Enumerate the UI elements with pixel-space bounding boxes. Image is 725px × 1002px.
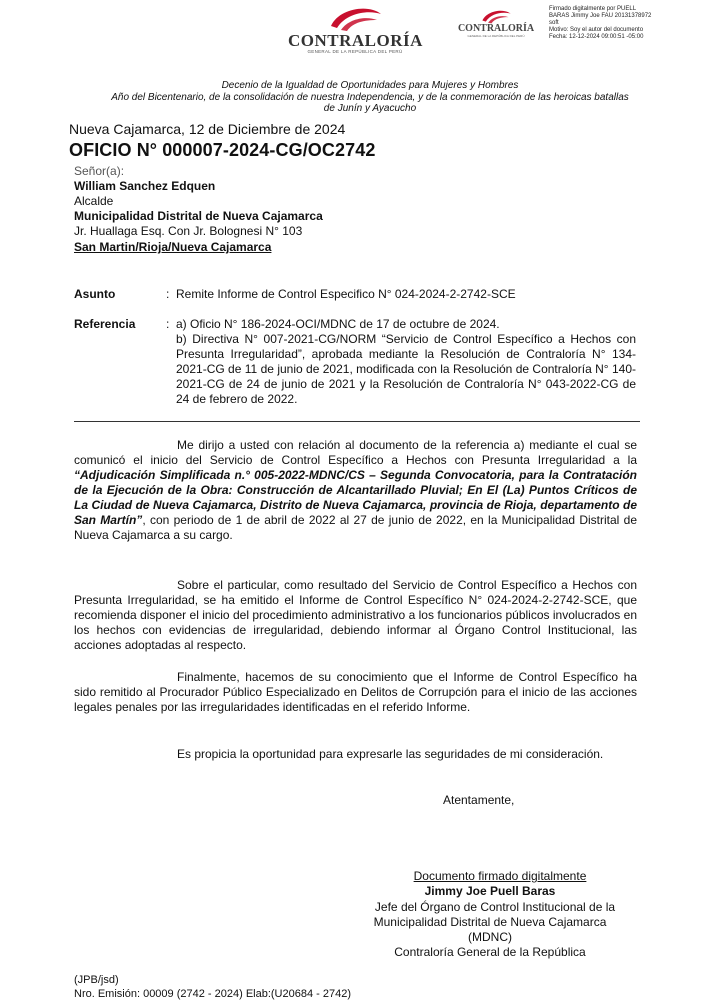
closing: Atentamente, <box>443 793 515 807</box>
small-logo-subtitle: GENERAL DE LA REPÚBLICA DEL PERÚ <box>467 34 525 38</box>
signer-title-3: (MDNC) <box>468 930 512 944</box>
paragraph-4-text: Es propicia la oportunidad para expresarle las seguridades de mi consideración. <box>177 747 604 761</box>
recipient-institution: Municipalidad Distrital de Nueva Cajamarca <box>74 209 323 223</box>
asunto-colon: : <box>166 287 170 301</box>
paragraph-1-end: , con periodo de 1 de abril de 2022 al 27 de junio de 2022, en la Municipalidad Distrital de Nueva Cajamarca a su cargo. <box>74 513 638 542</box>
paragraph-1-start: Me dirijo a usted con relación al documento de la referencia a) mediante el cual se comunicó el inicio del Servicio de Control Específico a Hechos con Presunta Irregularidad a la <box>74 438 637 467</box>
recipient-location: San Martin/Rioja/Nueva Cajamarca <box>74 240 272 254</box>
paragraph-3-text: Finalmente, hacemos de su conocimiento que el Informe de Control Específico ha sido remitido al Procurador Público Especializado en Delitos de Corrupción para el inicio de las acciones legales penales por las irregularidades identificadas en el referido Informe. <box>74 670 637 714</box>
footer-emission: Nro. Emisión: 00009 (2742 - 2024) Elab:(U20684 - 2742) <box>74 988 351 1000</box>
signature-line: Fecha: 12-12-2024 09:00:51 -05:00 <box>549 34 644 40</box>
digital-signed-note <box>370 869 630 884</box>
signature-line: Motivo: Soy el autor del documento <box>549 27 644 33</box>
signer-name: Jimmy Joe Puell Baras <box>424 884 556 898</box>
oficio-number: OFICIO N° 000007-2024-CG/OC2742 <box>69 140 376 160</box>
paragraph-2 <box>74 578 637 653</box>
signer-title-1: Jefe del Órgano de Control Institucional de la <box>374 900 616 914</box>
separator-rule <box>74 421 640 422</box>
asunto-label: Asunto <box>74 287 116 301</box>
signature-line: Firmado digitalmente por PUELL <box>549 6 637 12</box>
referencia-colon: : <box>166 317 170 331</box>
signer-title-2: Municipalidad Distrital de Nueva Cajamarca <box>373 915 607 929</box>
signature-line: soft <box>549 20 559 26</box>
logo-subtitle: GENERAL DE LA REPÚBLICA DEL PERÚ <box>307 49 403 54</box>
decade-line-3: de Junín y Ayacucho <box>323 103 417 114</box>
paragraph-3 <box>74 670 637 715</box>
paragraph-4 <box>74 747 637 762</box>
referencia-b: b) Directiva N° 007-2021-CG/NORM “Servicio de Control Específico a Hechos con Presunta Irregularidad”, aprobada mediante la Resolución de Contraloría N° 134-2021-CG de 11 de junio de 2021, modificada con la Resolución de Contraloría N° 140-2021-CG de 24 de junio de 2021 y la Resolución de Contraloría N° 043-2022-CG de 24 de febrero de 2022. <box>176 332 636 406</box>
logo-brand: CONTRALORÍA <box>288 31 423 50</box>
paragraph-1 <box>74 438 637 543</box>
recipient-address: Jr. Huallaga Esq. Con Jr. Bolognesi N° 103 <box>74 224 303 238</box>
signer-org: Contraloría General de la República <box>394 945 586 959</box>
recipient-name: William Sanchez Edquen <box>74 179 216 193</box>
referencia-label: Referencia <box>74 317 136 331</box>
place-date: Nueva Cajamarca, 12 de Diciembre de 2024 <box>69 121 346 137</box>
asunto-text: Remite Informe de Control Especifico N° 024-2024-2-2742-SCE <box>176 287 516 301</box>
small-logo-swoosh-icon <box>479 8 513 24</box>
footer-initials: (JPB/jsd) <box>74 974 119 986</box>
salutation: Señor(a): <box>74 164 125 178</box>
signature-line: BARAS Jimmy Joe FAU 20131378972 <box>549 13 652 19</box>
contraloria-small-logo <box>456 8 536 42</box>
paragraph-1-emphasis: “Adjudicación Simplificada n.° 005-2022-MDNC/CS – Segunda Convocatoria, para la Contratación de la Ejecución de la Obra: Construcción de Alcantarillado Pluvial; En El (La) Puntos Críticos de La Ciudad de Nueva Cajamarca, Distrito de Nueva Cajamarca, provincia de Rioja, departamento de San Martín” <box>74 468 637 527</box>
recipient-role: Alcalde <box>74 194 114 208</box>
logo-swoosh-icon <box>325 4 385 32</box>
decade-line-1: Decenio de la Igualdad de Oportunidades para Mujeres y Hombres <box>221 80 519 91</box>
referencia-a: a) Oficio N° 186-2024-OCI/MDNC de 17 de octubre de 2024. <box>176 317 500 331</box>
contraloria-logo <box>288 4 422 54</box>
paragraph-2-text: Sobre el particular, como resultado del Servicio de Control Específico a Hechos con Presunta Irregularidad, se ha emitido el Informe de Control Específico N° 024-2024-2-2742-SCE, que recomienda disponer el inicio del procedimiento administrativo a los funcionarios públicos involucrados en los hechos con evidencias de irregularidad, debiendo informar al Órgano Control Institucional, las acciones adoptadas al respecto. <box>74 578 637 652</box>
digital-signature-stamp <box>549 6 725 41</box>
small-logo-brand: CONTRALORÍA <box>457 23 535 34</box>
decade-line-2: Año del Bicentenario, de la consolidación de nuestra Independencia, y de la conmemoración de las heroicas batallas <box>111 92 629 103</box>
digital-signed-text: Documento firmado digitalmente <box>413 869 587 883</box>
